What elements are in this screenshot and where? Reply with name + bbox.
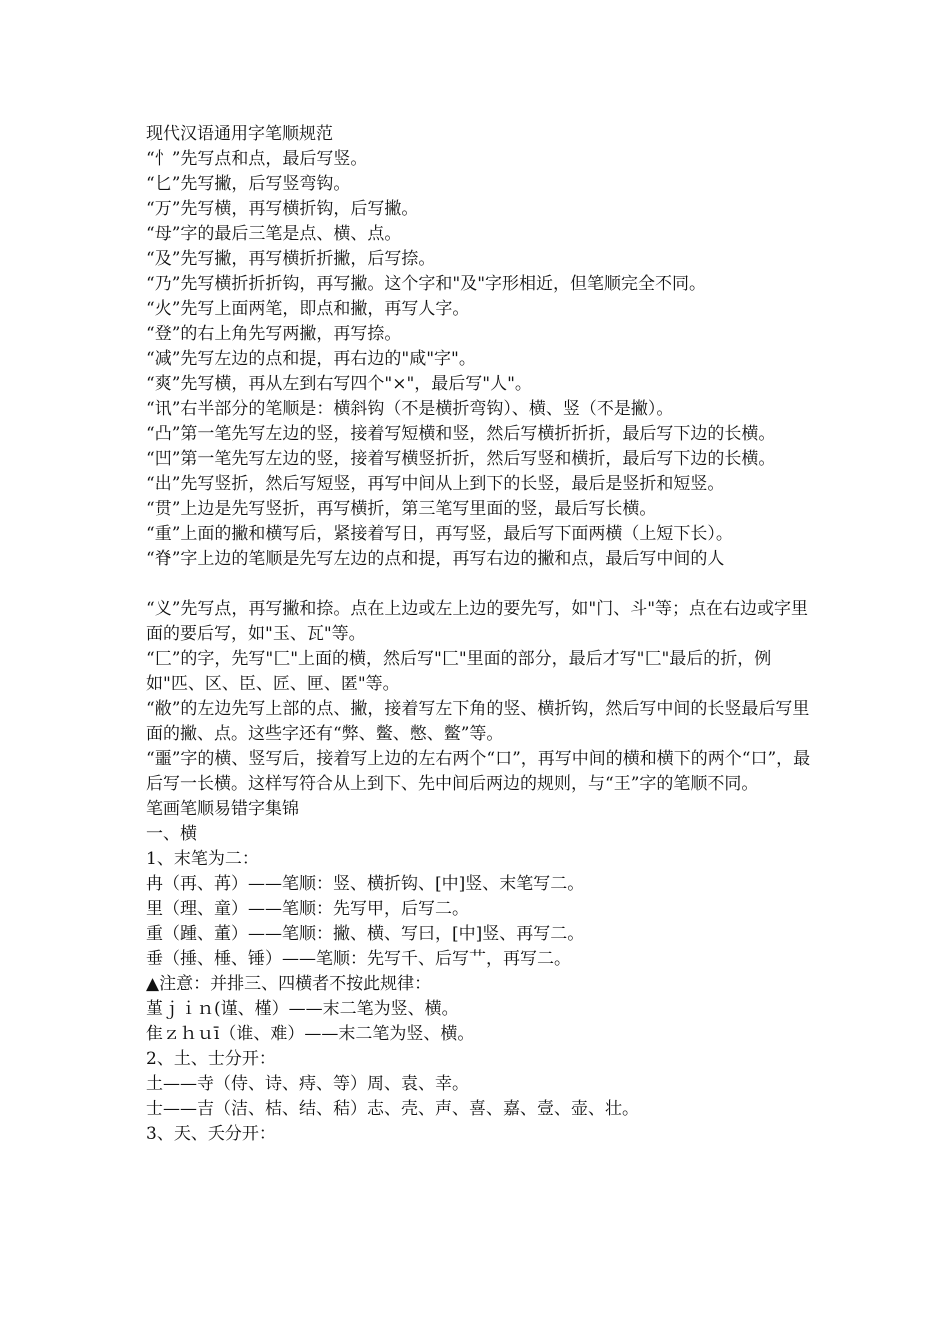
paragraph: “火”先写上面两笔，即点和撇，再写人字。: [146, 299, 470, 319]
list-item: 土——寺（侍、诗、痔、等）周、袁、幸。: [146, 1074, 469, 1094]
document-title: 现代汉语通用字笔顺规范: [146, 124, 333, 144]
paragraph: “噩”字的横、竖写后，接着写上边的左右两个“口”，再写中间的横和横下的两个“口”，最后写一长横。这样写符合从上到下、先中间后两边的规则，与“王”字的笔顺不同。: [146, 749, 811, 794]
blank-line: [146, 572, 816, 597]
paragraph: “凹”第一笔先写左边的竖，接着写横竖折折，然后写竖和横折，最后写下边的长横。: [146, 449, 776, 469]
paragraph: “敝”的左边先写上部的点、撇，接着写左下角的竖、横折钩，然后写中间的长竖最后写里面的撇、点。这些字还有“弊、鳖、憋、鳖”等。: [146, 699, 810, 744]
paragraph: “贯”上边是先写竖折，再写横折，第三笔写里面的竖，最后写长横。: [146, 499, 657, 519]
rule-heading: 3、天、夭分开：: [146, 1124, 276, 1144]
paragraph: “乃”先写横折折折钩，再写撇。这个字和"及"字形相近，但笔顺完全不同。: [146, 274, 707, 294]
note: ▲注意：并排三、四横者不按此规律：: [146, 974, 432, 994]
paragraph: “义”先写点，再写撇和捺。点在上边或左上边的要先写，如"门、斗"等；点在右边或字里面的要后写，如"玉、瓦"等。: [146, 599, 809, 644]
paragraph: “爽”先写横，再从左到右写四个"×"，最后写"人"。: [146, 374, 532, 394]
paragraph: “母”字的最后三笔是点、横、点。: [146, 224, 402, 244]
paragraph: “讯”右半部分的笔顺是：横斜钩（不是横折弯钩）、横、竖（不是撇）。: [146, 399, 674, 419]
paragraph: “脊”字上边的笔顺是先写左边的点和提，再写右边的撇和点，最后写中间的人: [146, 549, 725, 569]
rule-heading: 2、土、士分开：: [146, 1049, 276, 1069]
list-item: 里（理、童）——笔顺：先写甲，后写二。: [146, 899, 469, 919]
paragraph: “减”先写左边的点和提，再右边的"咸"字"。: [146, 349, 476, 369]
paragraph: “及”先写撇，再写横折折撇，后写捺。: [146, 249, 436, 269]
paragraph: “忄”先写点和点，最后写竖。: [146, 149, 368, 169]
section-heading: 笔画笔顺易错字集锦: [146, 799, 299, 819]
list-item: 隹ｚｈｕī（谁、难）——末二笔为竖、横。: [146, 1024, 475, 1044]
paragraph: “万”先写横，再写横折钩，后写撇。: [146, 199, 419, 219]
paragraph: “登”的右上角先写两撇，再写捺。: [146, 324, 402, 344]
paragraph: “匚”的字，先写"匚"上面的横，然后写"匚"里面的部分，最后才写"匚"最后的折，例如"匹、区、臣、匠、匣、匿"等。: [146, 649, 772, 694]
list-item: 重（踵、董）——笔顺：撇、横、写曰，[中]竖、再写二。: [146, 924, 585, 944]
subsection-heading: 一、横: [146, 824, 197, 844]
paragraph: “重”上面的撇和横写后，紧接着写日，再写竖，最后写下面两横（上短下长）。: [146, 524, 733, 544]
list-item: 堇ｊｉｎ(谨、槿）——末二笔为竖、横。: [146, 999, 459, 1019]
paragraph: “凸”第一笔先写左边的竖，接着写短横和竖，然后写横折折折，最后写下边的长横。: [146, 424, 776, 444]
document-body: [146, 122, 816, 1147]
list-item: 垂（捶、棰、锤）——笔顺：先写千、后写艹，再写二。: [146, 949, 571, 969]
list-item: 士——吉（洁、桔、结、秸）志、壳、声、喜、嘉、壹、壶、壮。: [146, 1099, 639, 1119]
rule-heading: 1、末笔为二：: [146, 849, 259, 869]
list-item: 冉（再、苒）——笔顺：竖、横折钩、[中]竖、末笔写二。: [146, 874, 585, 894]
paragraph: “匕”先写撇，后写竖弯钩。: [146, 174, 351, 194]
paragraph: “出”先写竖折，然后写短竖，再写中间从上到下的长竖，最后是竖折和短竖。: [146, 474, 725, 494]
